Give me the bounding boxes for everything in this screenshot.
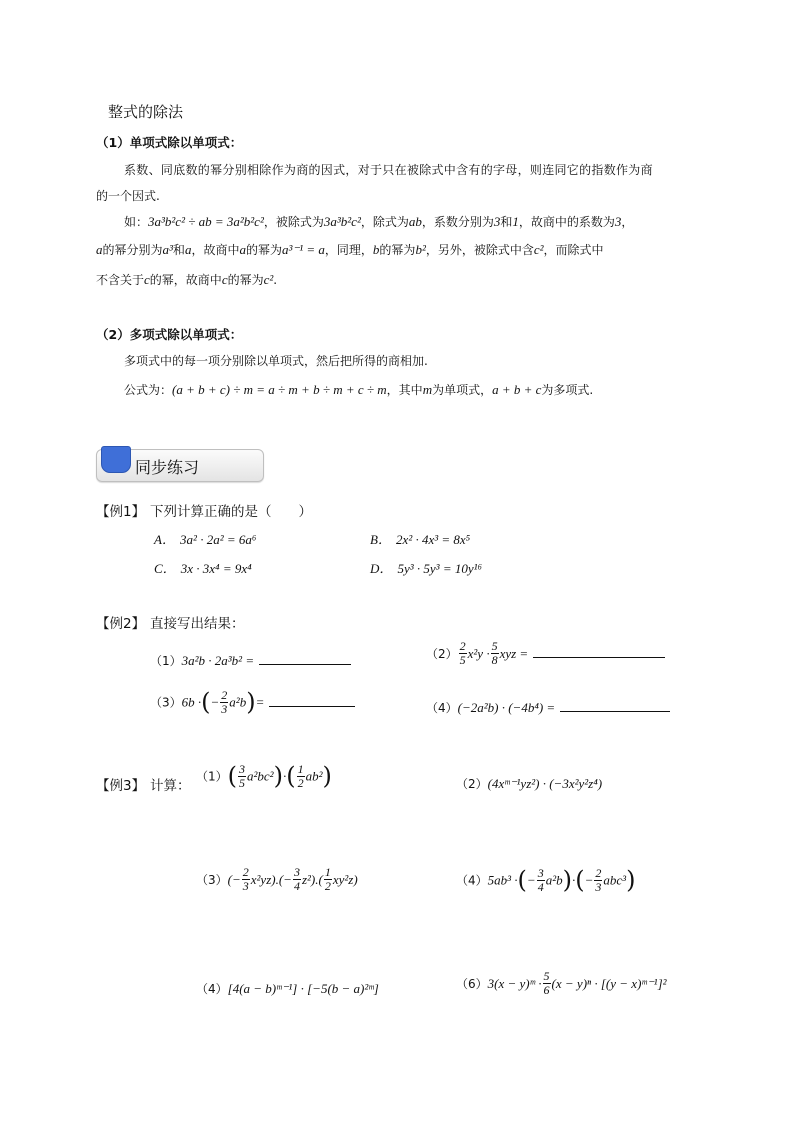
text: 的幂为	[227, 273, 264, 287]
section-1-paragraph-line2: 的一个因式.	[96, 189, 160, 203]
answer-blank[interactable]	[560, 698, 670, 712]
text: )	[353, 872, 358, 887]
formula: (a + b + c) ÷ m = a ÷ m + b ÷ m + c ÷ m	[172, 382, 387, 397]
denominator: 4	[293, 879, 300, 893]
right-paren: )	[562, 866, 572, 894]
example-2-problem-3	[150, 688, 355, 716]
text: 和	[172, 243, 185, 257]
formula: 5ab³ ·	[487, 872, 518, 888]
option-label: C．	[154, 561, 176, 576]
formula: a	[96, 242, 103, 257]
example-2-problem-1	[150, 650, 351, 669]
formula: ab	[408, 214, 422, 229]
example-prefix: 如：	[124, 215, 149, 229]
formula: xy²z	[332, 872, 354, 887]
example-1-tag: 【例1】	[96, 504, 146, 520]
text: 的幂为	[245, 243, 282, 257]
denominator: 8	[491, 653, 498, 667]
text: .	[273, 273, 278, 287]
numerator: 3	[239, 761, 246, 776]
denominator: 3	[595, 879, 602, 894]
problem-label: （3）	[196, 873, 228, 887]
formula: a	[184, 242, 192, 257]
numerator: 2	[242, 865, 249, 879]
option-label: B．	[370, 532, 391, 547]
option-formula: 5y³ · 5y³ = 10y¹⁶	[397, 561, 483, 576]
formula: 6b ·	[181, 694, 202, 710]
fraction	[324, 866, 332, 893]
text: ，系数分别为	[421, 215, 494, 229]
formula: ab²	[305, 768, 323, 784]
problem-label: （4）	[456, 873, 488, 888]
problem-label: （4）	[426, 701, 458, 715]
example-2-problem-4	[426, 697, 670, 716]
example-2-tag: 【例2】	[96, 616, 146, 632]
text: ，其中	[386, 383, 423, 397]
sign: −	[526, 872, 536, 888]
example-1-question: 下列计算正确的是（ ）	[150, 504, 312, 520]
fraction	[491, 640, 499, 667]
numerator: 3	[293, 865, 300, 879]
numerator: 5	[543, 969, 550, 983]
formula: m	[422, 382, 433, 397]
example-3-problem-2	[456, 773, 602, 792]
formula: (x − y)ⁿ · [(y − x)ᵐ⁻¹]²	[551, 976, 667, 991]
text: ，故商中的系数为	[518, 215, 615, 229]
text: ).(	[310, 872, 323, 887]
problem-label: （3）	[150, 695, 182, 710]
example-3-question: 计算：	[150, 778, 191, 794]
text: ，另外，被除式中含	[425, 243, 534, 257]
section-1-example-line2	[96, 241, 604, 258]
fraction	[220, 689, 228, 716]
dot: ·	[571, 872, 576, 888]
numerator: 2	[221, 687, 228, 702]
example-3-problem-1	[196, 762, 332, 790]
left-paren: (	[575, 866, 585, 894]
formula: 3	[493, 214, 501, 229]
denominator: 2	[297, 775, 304, 790]
formula: a³⁻¹ = a	[281, 242, 325, 257]
problem-label: （2）	[456, 777, 488, 791]
right-paren: )	[246, 688, 256, 716]
problem-formula: (4xᵐ⁻¹yz²) · (−3x²y²z⁴)	[487, 776, 603, 791]
text: 为单项式，	[432, 383, 493, 397]
text: 的幂分别为	[102, 243, 163, 257]
text: ，同理，	[324, 243, 373, 257]
denominator: 3	[221, 701, 228, 716]
example-3-problem-4	[456, 866, 635, 894]
problem-label: （4）	[196, 982, 228, 996]
formula: a	[239, 242, 246, 257]
section-1-heading: （1）单项式除以单项式：	[96, 135, 243, 150]
answer-blank[interactable]	[259, 651, 351, 665]
fraction	[293, 866, 301, 893]
sign: −	[584, 872, 594, 888]
left-paren: (	[227, 762, 238, 790]
fraction	[537, 867, 545, 894]
sync-practice-label: 同步练习	[135, 458, 200, 477]
fraction	[594, 867, 602, 894]
option-label: A．	[154, 532, 175, 547]
text: 不含关于	[96, 273, 145, 287]
formula: 3	[614, 214, 622, 229]
formula: a + b + c	[492, 382, 542, 397]
example-1-option-a	[154, 529, 256, 548]
denominator: 3	[242, 879, 249, 893]
text: 的幂为	[379, 243, 416, 257]
text: ，被除式为	[263, 215, 324, 229]
formula: x²y ·	[467, 646, 490, 661]
fraction	[297, 763, 305, 790]
problem-label: （1）	[196, 769, 228, 784]
answer-blank[interactable]	[533, 644, 665, 658]
section-2-formula-line	[124, 381, 593, 398]
option-formula: 3a² · 2a² = 6a⁶	[180, 532, 257, 547]
formula: a²bc²	[247, 768, 274, 784]
right-paren: )	[273, 762, 283, 790]
problem-label: （2）	[426, 647, 458, 661]
text: 和	[500, 215, 513, 229]
denominator: 2	[324, 879, 331, 893]
fraction	[238, 763, 246, 790]
formula: abc³	[603, 872, 627, 888]
formula: b²	[415, 242, 426, 257]
example-1-option-d	[370, 558, 482, 577]
text: 为多项式.	[541, 383, 594, 397]
example-2-question: 直接写出结果：	[150, 616, 245, 632]
numerator: 1	[324, 865, 331, 879]
text: ，除式为	[360, 215, 409, 229]
example-1-option-c	[154, 558, 252, 577]
problem-label: （6）	[456, 977, 488, 991]
formula: xyz =	[499, 646, 529, 661]
formula: x²yz	[250, 872, 272, 887]
formula: a²b	[229, 694, 247, 710]
numerator: 3	[537, 865, 544, 880]
example-1-option-b	[370, 529, 470, 548]
problem-formula: (−2a²b) · (−4b⁴) =	[457, 700, 556, 715]
example-2-problem-2	[426, 640, 665, 667]
denominator: 5	[239, 775, 246, 790]
formula: a²b	[545, 872, 563, 888]
section-tab-icon	[101, 446, 131, 473]
text: ，故商中	[191, 243, 240, 257]
example-3-problem-6	[456, 970, 667, 997]
example-3-problem-3	[196, 866, 358, 893]
option-label: D．	[370, 561, 393, 576]
answer-blank[interactable]	[269, 693, 355, 707]
sign: −	[210, 694, 220, 710]
formula: c²	[263, 272, 274, 287]
problem-formula: [4(a − b)ᵐ⁻¹] · [−5(b − a)²ᵐ]	[227, 981, 379, 996]
option-formula: 3x · 3x⁴ = 9x⁴	[180, 561, 252, 576]
left-paren: (	[517, 866, 527, 894]
text: 的幂，故商中	[149, 273, 222, 287]
numerator: 2	[595, 865, 602, 880]
right-paren: )	[322, 762, 332, 790]
section-1-example-line3	[96, 271, 277, 288]
formula: c	[144, 272, 150, 287]
formula: b	[372, 242, 380, 257]
problem-formula: 3a²b · 2a³b² =	[181, 653, 255, 668]
example-formula: 3a³b²c² ÷ ab = 3a²b²c²	[148, 214, 264, 229]
fraction	[459, 640, 467, 667]
denominator: 4	[537, 879, 544, 894]
equals: =	[255, 694, 265, 710]
left-paren: (	[201, 688, 211, 716]
option-formula: 2x² · 4x³ = 8x⁵	[396, 532, 471, 547]
text: ，	[621, 215, 634, 229]
formula: z²	[301, 872, 311, 887]
section-2-paragraph: 多项式中的每一项分别除以单项式，然后把所得的商相加.	[124, 354, 428, 368]
section-2-heading: （2）多项式除以单项式：	[96, 327, 243, 342]
section-1-paragraph-line1: 系数、同底数的幂分别相除作为商的因式，对于只在被除式中含有的字母，则连同它的指数作为商	[124, 163, 653, 177]
example-3-problem-5	[196, 978, 379, 997]
page-title: 整式的除法	[108, 103, 184, 121]
fraction	[242, 866, 250, 893]
section-1-example-line1	[124, 213, 633, 230]
formula: a³	[162, 242, 173, 257]
problem-label: （1）	[150, 654, 182, 668]
right-paren: )	[626, 866, 636, 894]
formula: 1	[512, 214, 519, 229]
dot: ·	[282, 768, 287, 784]
numerator: 2	[459, 639, 466, 653]
numerator: 5	[491, 639, 498, 653]
left-paren: (	[286, 762, 296, 790]
denominator: 6	[543, 983, 550, 997]
text: (−	[227, 872, 241, 887]
formula: c²	[533, 242, 544, 257]
formula: c	[221, 272, 228, 287]
text: ，而除式中	[543, 243, 604, 257]
formula: 3a³b²c²	[323, 214, 361, 229]
text: ).(−	[271, 872, 292, 887]
text: 公式为：	[124, 383, 173, 397]
formula: 3(x − y)ᵐ ·	[487, 976, 542, 991]
denominator: 5	[459, 653, 466, 667]
numerator: 1	[297, 761, 304, 776]
fraction	[543, 970, 551, 997]
example-3-tag: 【例3】	[96, 778, 146, 794]
